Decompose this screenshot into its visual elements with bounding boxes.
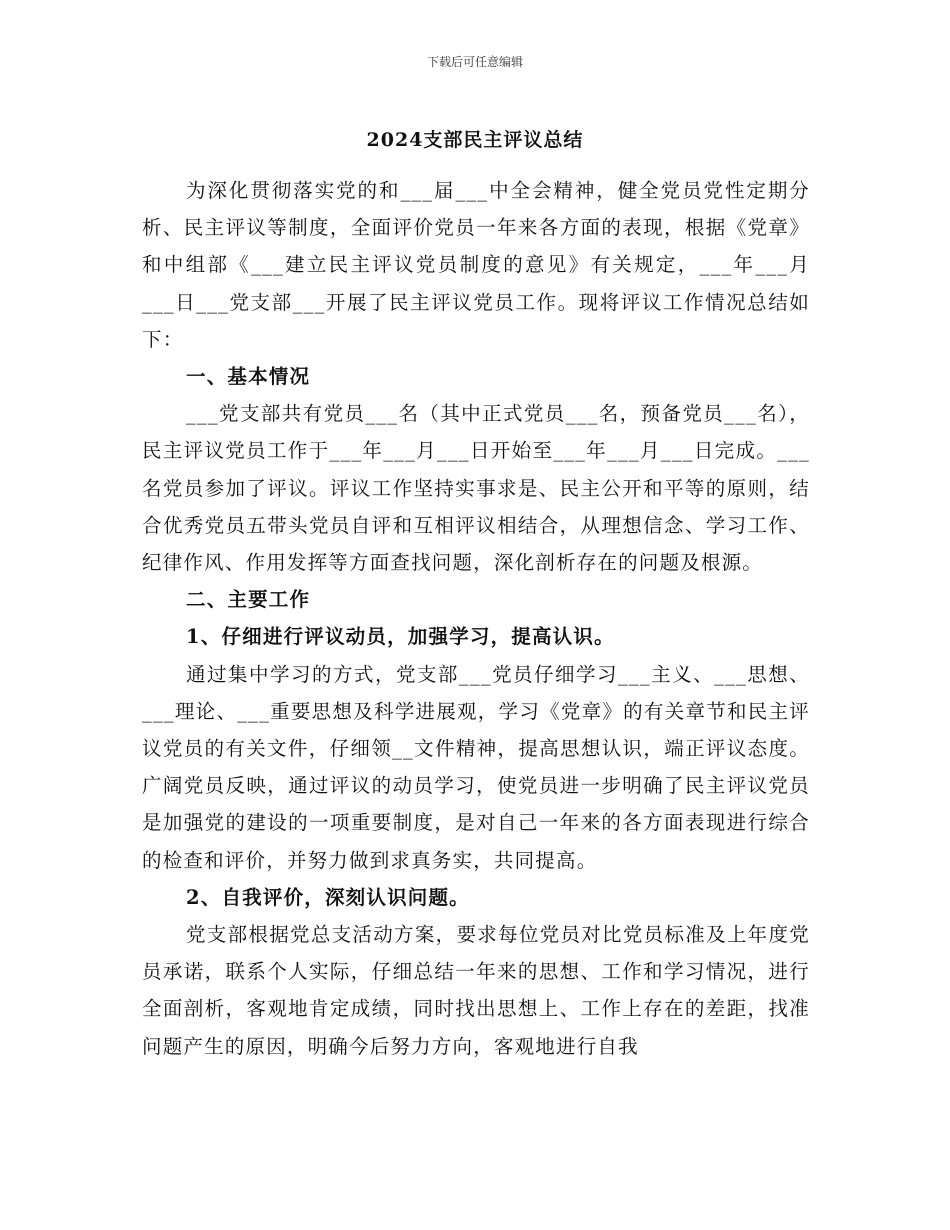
intro-paragraph: 为深化贯彻落实党的和___届___中全会精神，健全党员党性定期分析、民主评议等制度，全面评价党员一年来各方面的表现，根据《党章》和中组部《___建立民主评议党员制度的意见》有关规定，___年___月___日___党支部___开展了民主评议党员工作。现将评议工作情况总结如下： <box>142 179 810 351</box>
document-title: 2024支部民主评议总结 <box>366 129 584 151</box>
subheading-mobilization: 1、仔细进行评议动员，加强学习，提高认识。 <box>186 625 615 649</box>
page-header-note: 下载后可任意编辑 <box>426 55 523 69</box>
section-heading-main-work: 二、主要工作 <box>186 588 311 612</box>
basic-situation-paragraph: ___党支部共有党员___名（其中正式党员___名，预备党员___名），民主评议党员工作于___年___月___日开始至___年___月___日完成。___名党员参加了评议。评议工作坚持实事求是、民主公开和平等的原则，结合优秀党员五带头党员自评和互相评议相结合，从理想信念、学习工作、纪律作风、作用发挥等方面查找问题，深化剖析存在的问题及根源。 <box>142 402 810 575</box>
mobilization-paragraph: 通过集中学习的方式，党支部___党员仔细学习___主义、___思想、___理论、___重要思想及科学进展观，学习《党章》的有关章节和民主评议党员的有关文件，仔细领__文件精神，提高思想认识，端正评议态度。广阔党员反映，通过评议的动员学习，使党员进一步明确了民主评议党员是加强党的建设的一项重要制度，是对自己一年来的各方面表现进行综合的检查和评价，并努力做到求真务实，共同提高。 <box>142 662 810 872</box>
subheading-self-evaluation: 2、自我评价，深刻认识问题。 <box>186 885 470 909</box>
document-body <box>142 172 810 1065</box>
section-heading-basic-situation: 一、基本情况 <box>186 365 311 389</box>
self-evaluation-paragraph: 党支部根据党总支活动方案，要求每位党员对比党员标准及上年度党员承诺，联系个人实际，仔细总结一年来的思想、工作和学习情况，进行全面剖析，客观地肯定成绩，同时找出思想上、工作上存在的差距，找准问题产生的原因，明确今后努力方向，客观地进行自我 <box>142 923 810 1058</box>
